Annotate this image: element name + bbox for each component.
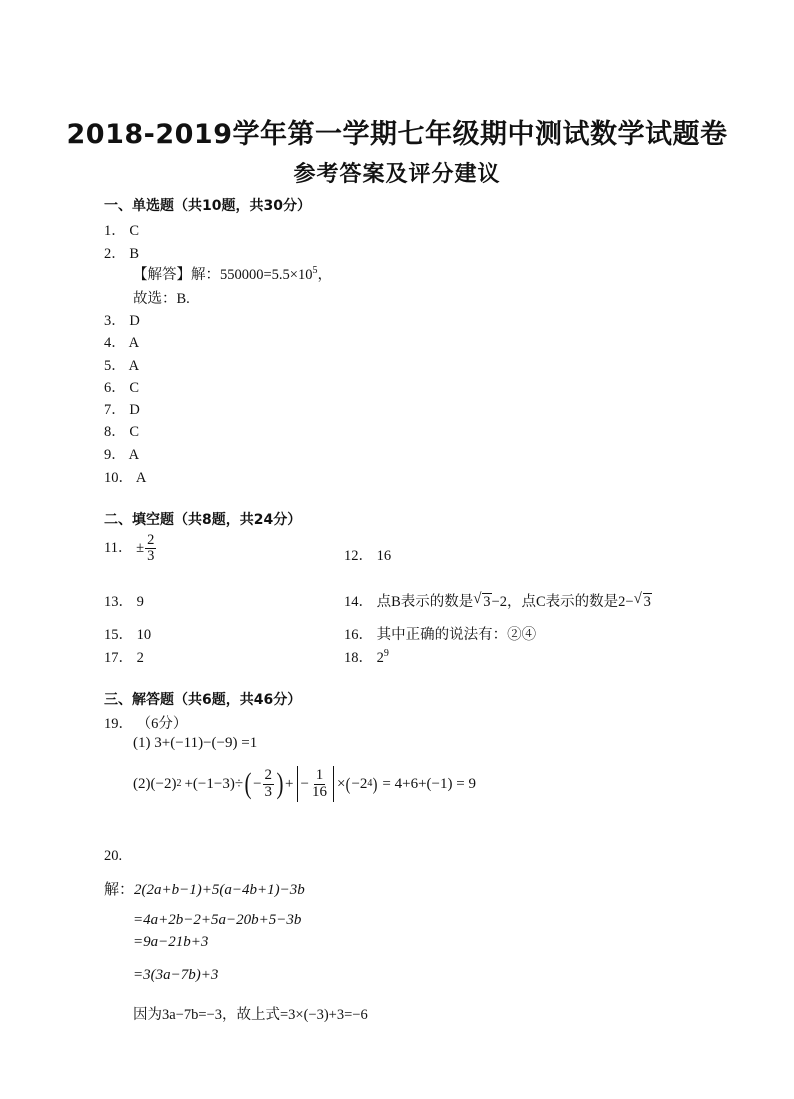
sqrt-3-a: √ 3 — [473, 591, 491, 610]
q20-line-5: 因为3a−7b=−3，故上式=3×(−3)+3=−6 — [133, 1007, 368, 1023]
answer-8: 8． C — [104, 424, 140, 440]
q19-part2-result: = 4+6+(−1) = 9 — [382, 775, 476, 792]
page-title: 2018-2019学年第一学期七年级期中测试数学试题卷 — [66, 119, 728, 150]
answer-14-minus-2: −2 — [491, 594, 507, 610]
q20-line2-expression: =4a+2b−2+5a−20b+5−3b — [133, 912, 302, 928]
q20-line1-expression: 2(2a+b−1)+5(a−4b+1)−3b — [134, 882, 305, 898]
q20-line-4 — [133, 967, 218, 984]
q19-fraction-c-num: 2 — [264, 766, 273, 783]
page-subtitle: 参考答案及评分建议 — [293, 162, 501, 187]
q19-part2-times: × — [336, 775, 346, 792]
q19-part2-term-a: (−2) — [150, 775, 177, 792]
q20-line1-prefix: 解： — [104, 882, 135, 898]
answer-16: 16． 其中正确的说法有：②④ — [344, 627, 537, 643]
answer-4: 4． A — [104, 335, 140, 351]
note-line1-suffix: ， — [317, 267, 332, 283]
answer-11-numerator: 2 — [147, 532, 155, 548]
answer-15: 15． 10 — [104, 627, 152, 643]
answer-11-sign: ± — [136, 540, 145, 557]
answer-14-middle: ，点C表示的数是 — [506, 594, 619, 610]
answer-9: 9． A — [104, 447, 140, 463]
answer-11-label: 11． — [104, 540, 133, 557]
q19-part2-fraction-c — [263, 768, 275, 801]
answer-18 — [344, 646, 389, 667]
q19-part2-term-b: +(−1−3)÷ — [184, 775, 244, 792]
answer-14 — [344, 590, 652, 611]
question-20-label: 20. — [104, 848, 123, 864]
answer-11-fraction — [145, 533, 156, 564]
note-line1-exponent: 5 — [312, 265, 318, 277]
answer-18-base: 18． 2 — [344, 650, 384, 666]
answer-2-note-line1 — [133, 263, 332, 284]
q19-part2-lead: (2) — [133, 775, 151, 792]
answer-11 — [104, 533, 157, 564]
q19-part2-c-sign: − — [253, 775, 262, 792]
q19-part2-term-e: −2 — [351, 775, 368, 792]
answer-12: 12． 16 — [344, 548, 392, 564]
q20-line4-expression: =3(3a−7b)+3 — [133, 967, 219, 983]
question-19-part2: (2) (−2) 2 +(−1−3)÷ ( − $\frac{2}{3}$ ) + − $\frac{1}{16}$ × ( −2 4 ) = 4+6+(−1) = 9 — [133, 766, 476, 800]
sqrt-3-a-radicand: 3 — [483, 594, 491, 610]
answer-14-lead: 2− — [618, 594, 634, 610]
answer-13: 13． 9 — [104, 594, 144, 610]
note-line1-prefix: 【解答】解：550000=5.5×10 — [133, 267, 313, 283]
q19-part2-plus: + — [285, 775, 294, 792]
answer-5: 5． A — [104, 358, 140, 374]
q19-part2-fraction-d — [310, 768, 329, 801]
q19-fraction-c-den: 3 — [264, 783, 273, 800]
answer-2-note-line2: 故选：B. — [133, 291, 190, 307]
q19-fraction-d-den: 16 — [311, 783, 327, 800]
answer-7: 7． D — [104, 402, 140, 418]
answer-10: 10． A — [104, 470, 147, 486]
answer-18-exponent: 9 — [383, 648, 389, 660]
section2-heading: 二、填空题（共8题，共24分） — [104, 512, 302, 528]
q20-line-3 — [133, 934, 208, 951]
answer-6: 6． C — [104, 380, 140, 396]
answer-2: 2． B — [104, 246, 140, 262]
q19-fraction-d-num: 1 — [315, 766, 324, 783]
question-19-label: 19． （6分） — [104, 716, 188, 732]
q20-line3-expression: =9a−21b+3 — [133, 934, 209, 950]
sqrt-3-b: √ 3 — [633, 591, 651, 610]
question-19-part1: (1) 3+(−11)−(−9) =1 — [133, 735, 258, 751]
q20-line-1 — [104, 878, 305, 899]
q19-part2-d-sign: − — [300, 775, 309, 792]
sqrt-3-b-radicand: 3 — [643, 594, 651, 610]
section1-heading: 一、单选题（共10题，共30分） — [104, 198, 311, 214]
section3-heading: 三、解答题（共6题，共46分） — [104, 692, 302, 708]
answer-14-prefix: 14． 点B表示的数是 — [344, 594, 474, 610]
answer-11-denominator: 3 — [147, 548, 155, 565]
q20-line-2 — [133, 912, 301, 929]
answer-1: 1． C — [104, 223, 140, 239]
answer-17: 17． 2 — [104, 650, 144, 666]
answer-3: 3． D — [104, 313, 140, 329]
